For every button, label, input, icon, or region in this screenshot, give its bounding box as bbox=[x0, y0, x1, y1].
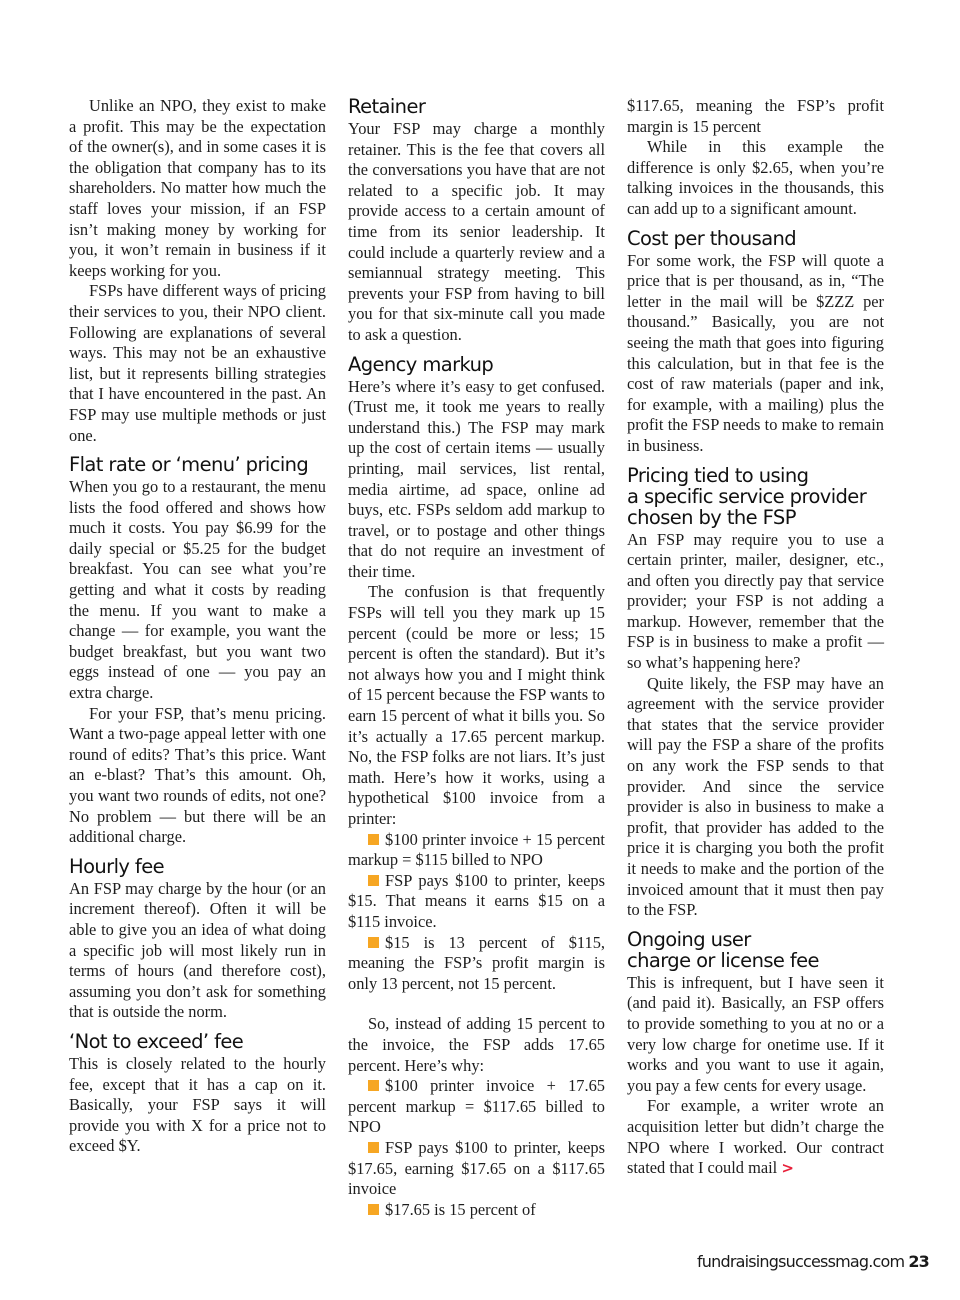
heading-retainer: Retainer bbox=[348, 95, 426, 118]
spacer bbox=[348, 994, 605, 1014]
bullet-text: $15 is 13 percent of $115, meaning the FSP’s profit margin is only 13 percent, not 15 percent. bbox=[348, 932, 605, 993]
page-number: 23 bbox=[908, 1252, 929, 1271]
bullet-item bbox=[348, 830, 605, 871]
paragraph: $117.65, meaning the FSP’s profit margin is 15 percent bbox=[627, 96, 884, 136]
heading-cost-per-thousand: Cost per thousand bbox=[627, 226, 797, 250]
heading-line: a specific service provider bbox=[627, 484, 867, 508]
bullet-square-icon bbox=[368, 834, 379, 845]
bullet-text: $100 printer invoice + 15 percent markup = $115 billed to NPO bbox=[348, 829, 605, 870]
bullet-item bbox=[348, 933, 605, 995]
bullet-item bbox=[348, 871, 605, 933]
paragraph: FSPs have different ways of pricing their services to you, their NPO client. Following are explanations of several ways. This may not be an exhaustive list, but it represents billing strategies that I have encountered in the past. An FSP may use multiple methods or just one. bbox=[69, 281, 326, 445]
heading-flat-rate: Flat rate or ‘menu’ pricing bbox=[69, 453, 309, 477]
paragraph-text: For example, a writer wrote an acquisition letter but didn’t charge the NPO where I worked. Our contract stated that I could mail bbox=[627, 1096, 884, 1178]
bullet-text: $17.65 is 15 percent of bbox=[385, 1199, 536, 1219]
paragraph: Your FSP may charge a monthly retainer. This is the fee that covers all the conversations you have that are not related to a specific job. It may provide access to a certain amount of time from its senior leadership. It could include a quarterly review and a semiannual strategy meeting. This prevents your FSP from having to bill you for that six-minute call you made to ask a question. bbox=[348, 119, 605, 344]
bullet-item bbox=[348, 1076, 605, 1138]
bullet-square-icon bbox=[368, 937, 379, 948]
paragraph: For some work, the FSP will quote a price that is per thousand, as in, “The letter in the mail will be $ZZZ per thousand.” Basically, you are not seeing the math that goes into figuring this calculation, but in that fee is the cost of raw materials (paper and ink, for example, with a mailing) plus the profit the FSP needs to make to remain in business. bbox=[627, 250, 884, 455]
paragraph: This is closely related to the hourly fee, except that it has a cap on it. Basically, your FSP says it will provide you with X for a price not to exceed $Y. bbox=[69, 1053, 326, 1156]
heading-line: charge or license fee bbox=[627, 948, 819, 972]
paragraph: An FSP may charge by the hour (or an increment thereof). Often it will be able to give you an idea of what doing a specific job will most likely run in terms of hours (and therefore cost), assuming you don’t ask for something that is outside the norm. bbox=[69, 878, 326, 1022]
paragraph: Unlike an NPO, they exist to make a profit. This may be the expectation of the owner(s), and in some cases it is the obligation that company has to its shareholders. No matter how much the staff loves your mission, if an FSP isn’t making money by working for you, it won’t remain in business if it keeps working for you. bbox=[69, 96, 326, 280]
column-2 bbox=[348, 96, 605, 1220]
footer-site: fundraisingsuccessmag.com bbox=[696, 1252, 905, 1271]
paragraph: Here’s where it’s easy to get confused. (Trust me, it took me years to really understand this.) The FSP may mark up the cost of certain items — usually printing, mail services, list rental, media airtime, ad space, online ad buys, etc. FSPs seldom add markup to travel, or to postage and other things that do not require an investment of their time. bbox=[348, 376, 605, 581]
heading-ongoing-user-charge bbox=[627, 929, 884, 971]
bullet-item bbox=[348, 1200, 605, 1221]
bullet-text: FSP pays $100 to printer, keeps $15. That means it earns $15 on a $115 invoice. bbox=[348, 870, 605, 931]
paragraph: For your FSP, that’s menu pricing. Want a two-page appeal letter with one round of edits? That’s this price. Want an e-blast? That’s this amount. Oh, you want two rounds of edits, not one? No problem — but there will be an additional charge. bbox=[69, 703, 326, 847]
paragraph: The confusion is that frequently FSPs will tell you they mark up 15 percent (could be more or less; 15 percent is often the standard). But it’s not always how you and I might think of 15 percent because the FSP wants to earn 15 percent of what it bills you. So it’s actually a 17.65 percent markup. No, the FSP folks are not liars. It’s just math. Here’s how it works, using a hypothetical $100 invoice from a printer: bbox=[348, 582, 605, 828]
heading-pricing-tied-to-provider bbox=[627, 465, 884, 528]
column-1 bbox=[69, 96, 326, 1157]
page-footer bbox=[697, 1252, 929, 1271]
heading-line: Ongoing user bbox=[627, 927, 751, 951]
heading-not-to-exceed: ‘Not to exceed’ fee bbox=[69, 1029, 244, 1053]
heading-hourly-fee: Hourly fee bbox=[69, 854, 164, 878]
heading-agency-markup: Agency markup bbox=[348, 352, 494, 376]
paragraph: Quite likely, the FSP may have an agreement with the service provider that states that the service provider will pay the FSP a share of the profits on any work the FSP sends to that provider. And since the service provider is also in business to make a profit, that provider has added to the price it is charging you both the profit it needs to make and the portion of the invoiced amount that it must then pay to the FSP. bbox=[627, 673, 884, 920]
paragraph: While in this example the difference is only $2.65, when you’re talking invoices in the thousands, this can add up to a significant amount. bbox=[627, 137, 884, 218]
bullet-square-icon bbox=[368, 1204, 379, 1215]
paragraph: When you go to a restaurant, the menu lists the food offered and shows how much it costs. You pay $6.99 for the daily special or $5.25 for the budget breakfast. You can see what you’re getting and what it costs by reading the menu. If you want to make a change — for example, you want the budget breakfast, but you want two eggs instead of one — you pay an extra charge. bbox=[69, 477, 326, 703]
paragraph: An FSP may require you to use a certain printer, mailer, designer, etc., and often you directly pay that service provider; your FSP is not adding a markup. However, remember that the FSP is in business to make a profit — so what’s happening here? bbox=[627, 529, 884, 673]
paragraph: This is infrequent, but I have seen it (and paid it). Basically, an FSP offers to provide something to you at no or a very low charge for onetime use. If it works and you want to use it again, you pay a few cents for every usage. bbox=[627, 972, 884, 1095]
bullet-text: FSP pays $100 to printer, keeps $17.65, earning $17.65 on a $117.65 invoice bbox=[348, 1137, 605, 1199]
bullet-square-icon bbox=[368, 1080, 379, 1091]
paragraph bbox=[627, 1096, 884, 1178]
heading-line: Pricing tied to using bbox=[627, 463, 809, 487]
heading-line: chosen by the FSP bbox=[627, 505, 796, 529]
bullet-square-icon bbox=[368, 1142, 379, 1153]
bullet-item bbox=[348, 1138, 605, 1200]
paragraph: So, instead of adding 15 percent to the invoice, the FSP adds 17.65 percent. Here’s why: bbox=[348, 1014, 605, 1075]
bullet-square-icon bbox=[368, 875, 379, 886]
bullet-text: $100 printer invoice + 17.65 percent markup = $117.65 billed to NPO bbox=[348, 1076, 605, 1137]
column-3 bbox=[627, 96, 884, 1179]
continue-arrow-icon: > bbox=[781, 1159, 794, 1178]
